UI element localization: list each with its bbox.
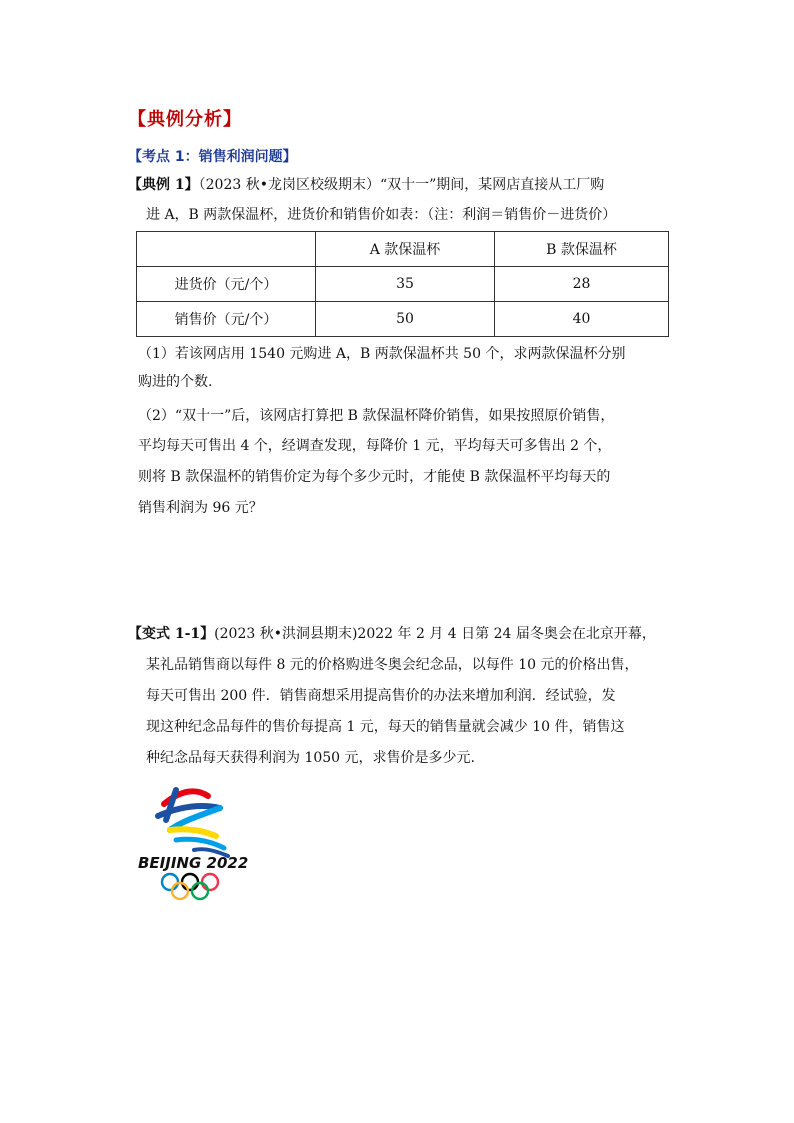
- table-cell: 销售价（元/个）: [137, 302, 316, 337]
- example-1-tag: 【典例 1】: [128, 177, 199, 193]
- example-1-line-1: [128, 177, 604, 194]
- table-cell: 进货价（元/个）: [137, 267, 316, 302]
- table-header-cell: A 款保温杯: [316, 232, 495, 267]
- price-table: [136, 231, 669, 337]
- table-row: [137, 267, 669, 302]
- variant-line-3: 每天可售出 200 件．销售商想采用提高售价的办法来增加利润．经试验，发: [146, 688, 616, 704]
- table-cell: 40: [495, 302, 669, 337]
- variant-line-1: [128, 626, 656, 643]
- variant-line-2: 某礼品销售商以每件 8 元的价格购进冬奥会纪念品，以每件 10 元的价格出售，: [146, 657, 639, 673]
- table-header-cell: B 款保温杯: [495, 232, 669, 267]
- table-header-row: [137, 232, 669, 267]
- example-1-text-1: （2023 秋•龙岗区校级期末）“双十一”期间，某网店直接从工厂购: [198, 177, 605, 193]
- variant-text-1: (2023 秋•洪洞县期末)2022 年 2 月 4 日第 24 届冬奥会在北京开幕，: [214, 626, 656, 642]
- variant-tag: 【变式 1-1】: [128, 626, 215, 642]
- question-2-line-1: （2）“双十一”后，该网店打算把 B 款保温杯降价销售，如果按照原价销售，: [138, 408, 615, 424]
- variant-line-5: 种纪念品每天获得利润为 1050 元，求售价是多少元.: [146, 750, 475, 766]
- section-title: 【典例分析】: [128, 109, 242, 130]
- emblem-graphic: [136, 776, 266, 911]
- variant-line-4: 现这种纪念品每件的售价每提高 1 元，每天的销售量就会减少 10 件，销售这: [146, 719, 625, 735]
- table-row: [137, 302, 669, 337]
- question-2-line-4: 销售利润为 96 元？: [138, 500, 263, 516]
- question-2-line-3: 则将 B 款保温杯的销售价定为每个多少元时，才能使 B 款保温杯平均每天的: [138, 469, 611, 485]
- question-1-line-1: （1）若该网店用 1540 元购进 A，B 两款保温杯共 50 个，求两款保温杯分别: [138, 346, 626, 362]
- table-cell: 28: [495, 267, 669, 302]
- table-cell: 50: [316, 302, 495, 337]
- table-header-cell: [137, 232, 316, 267]
- question-1-line-2: 购进的个数.: [138, 374, 213, 390]
- table-cell: 35: [316, 267, 495, 302]
- beijing-2022-emblem-icon: [136, 776, 266, 911]
- question-2-line-2: 平均每天可售出 4 个，经调查发现，每降价 1 元，平均每天可多售出 2 个，: [138, 438, 612, 454]
- example-1-line-2: 进 A，B 两款保温杯，进货价和销售价如表：（注：利润＝销售价－进货价）: [146, 207, 617, 223]
- topic-heading: 【考点 1：销售利润问题】: [128, 149, 297, 165]
- emblem-text: BEIJING 2022: [138, 854, 249, 872]
